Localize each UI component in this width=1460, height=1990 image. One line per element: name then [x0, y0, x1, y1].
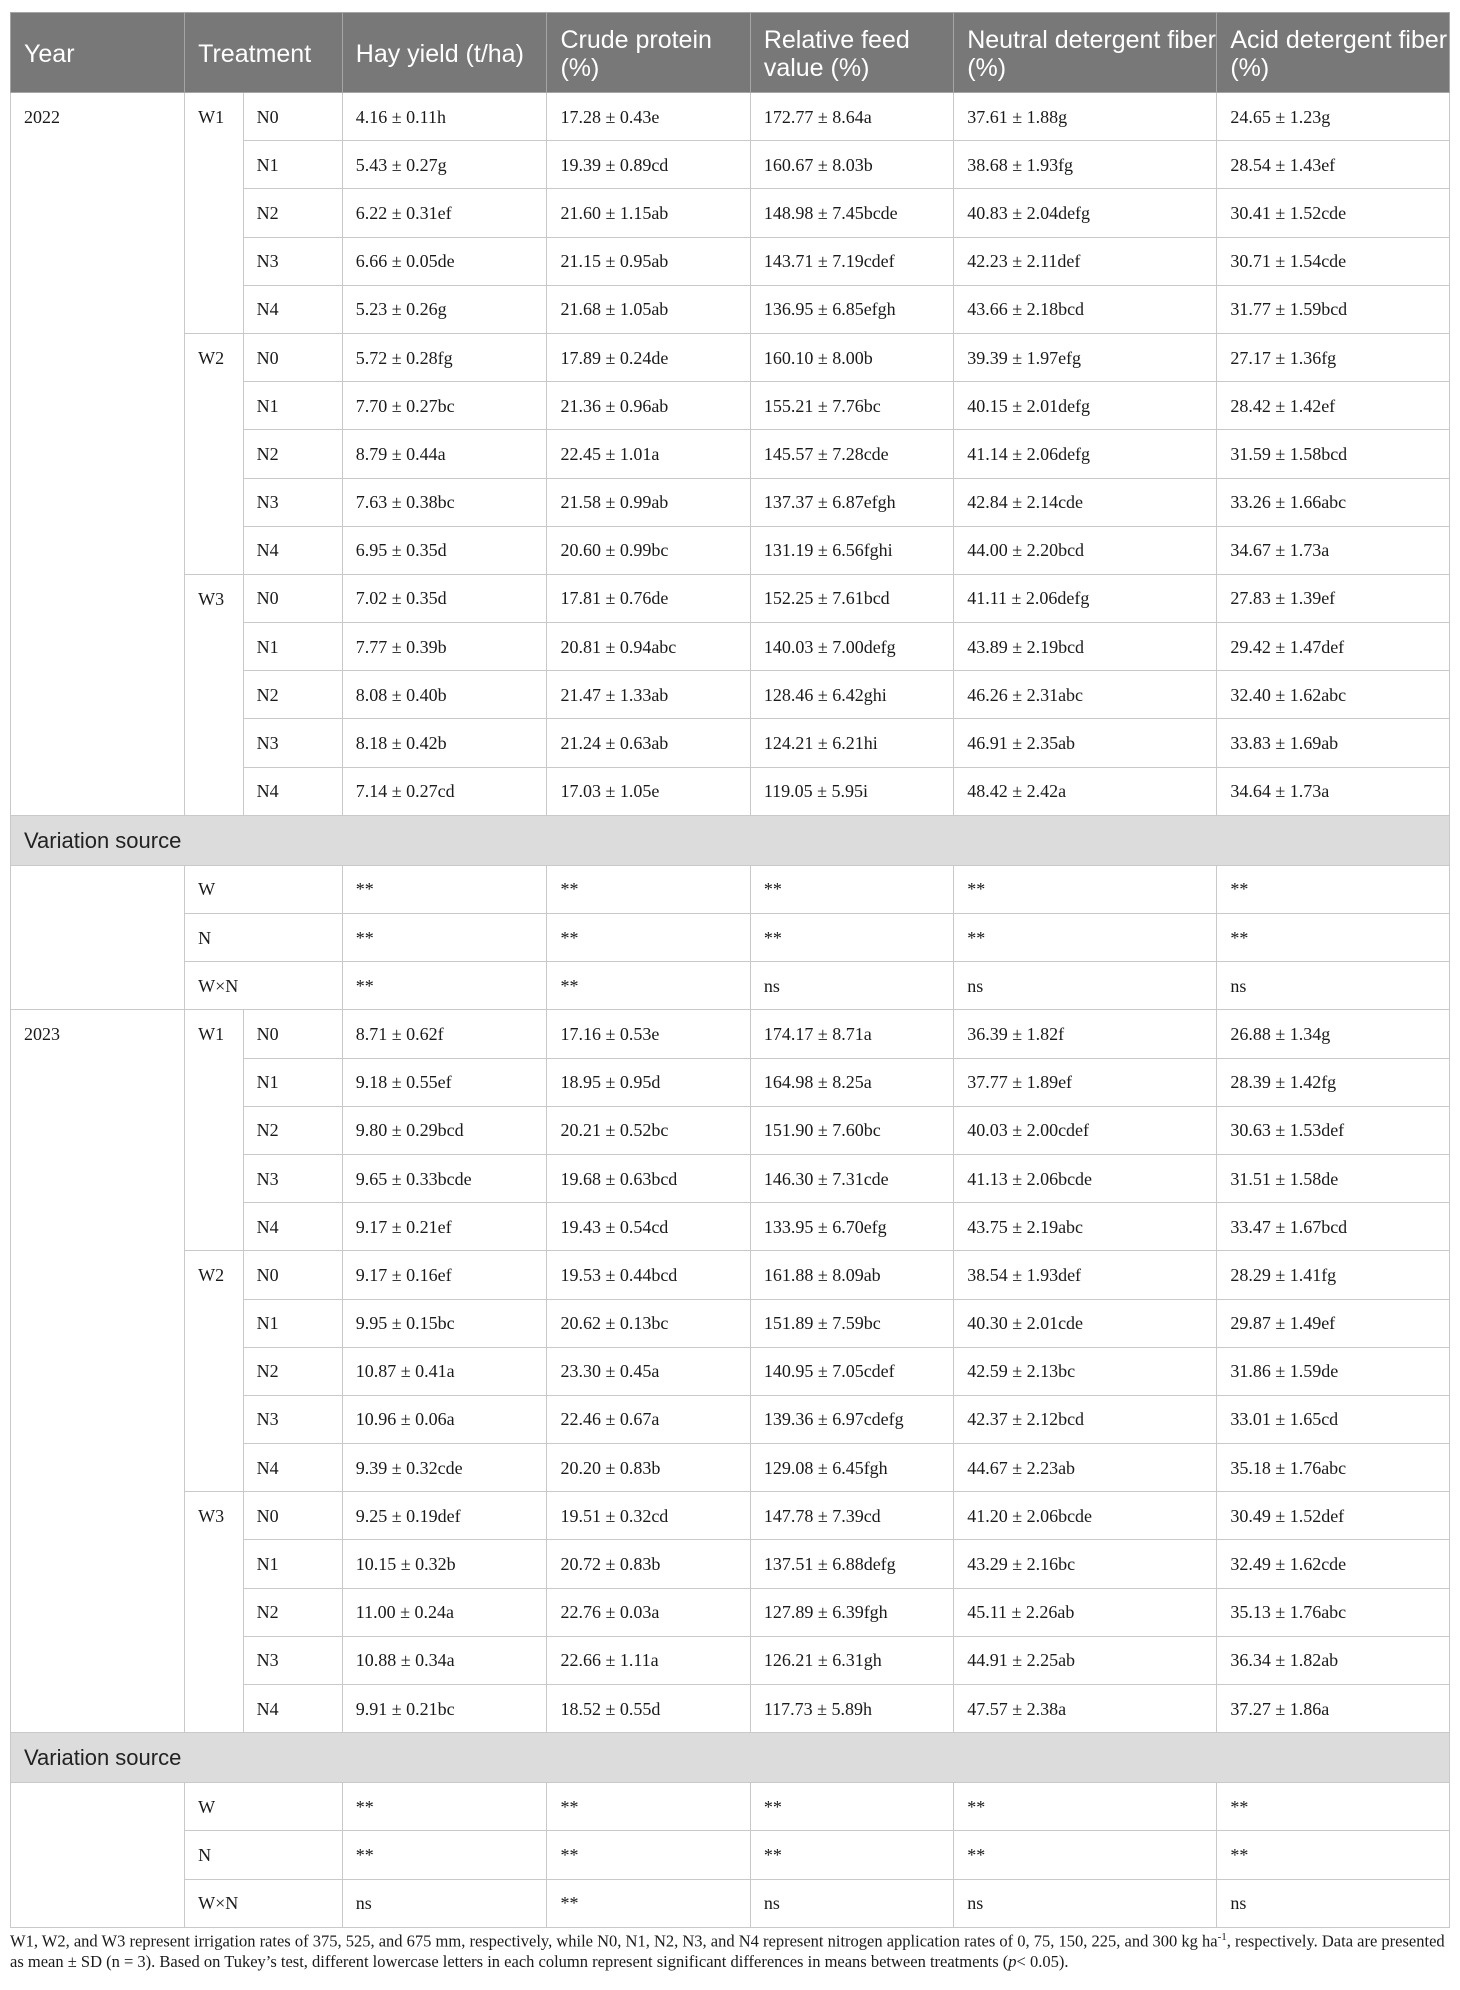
value-cell: 148.98 ± 7.45bcde	[750, 189, 953, 237]
value-cell: 31.51 ± 1.58de	[1217, 1154, 1450, 1202]
nitrogen-cell: N0	[243, 333, 342, 381]
value-cell: 6.95 ± 0.35d	[342, 526, 547, 574]
value-cell: 174.17 ± 8.71a	[750, 1010, 953, 1058]
nitrogen-cell: N2	[243, 189, 342, 237]
nitrogen-cell: N3	[243, 1395, 342, 1443]
value-cell: 30.49 ± 1.52def	[1217, 1492, 1450, 1540]
value-cell: 9.18 ± 0.55ef	[342, 1058, 547, 1106]
value-cell: 37.61 ± 1.88g	[954, 93, 1217, 141]
significance-cell: ns	[342, 1879, 547, 1927]
value-cell: 151.89 ± 7.59bc	[750, 1299, 953, 1347]
significance-cell: **	[342, 914, 547, 962]
value-cell: 37.77 ± 1.89ef	[954, 1058, 1217, 1106]
value-cell: 5.43 ± 0.27g	[342, 141, 547, 189]
value-cell: 17.89 ± 0.24de	[547, 333, 750, 381]
nitrogen-cell: N1	[243, 1058, 342, 1106]
value-cell: 137.51 ± 6.88defg	[750, 1540, 953, 1588]
nitrogen-cell: N1	[243, 382, 342, 430]
year-cell: 2023	[11, 1010, 185, 1733]
table-row	[11, 574, 1450, 622]
value-cell: 34.67 ± 1.73a	[1217, 526, 1450, 574]
value-cell: 33.83 ± 1.69ab	[1217, 719, 1450, 767]
value-cell: 40.03 ± 2.00cdef	[954, 1106, 1217, 1154]
value-cell: 30.41 ± 1.52cde	[1217, 189, 1450, 237]
value-cell: 20.21 ± 0.52bc	[547, 1106, 750, 1154]
value-cell: 47.57 ± 2.38a	[954, 1685, 1217, 1733]
nitrogen-cell: N0	[243, 93, 342, 141]
value-cell: 38.54 ± 1.93def	[954, 1251, 1217, 1299]
irrigation-cell: W2	[185, 333, 243, 574]
significance-cell: **	[342, 962, 547, 1010]
value-cell: 28.42 ± 1.42ef	[1217, 382, 1450, 430]
significance-cell: ns	[954, 962, 1217, 1010]
value-cell: 23.30 ± 0.45a	[547, 1347, 750, 1395]
source-cell: N	[185, 914, 343, 962]
value-cell: 5.23 ± 0.26g	[342, 285, 547, 333]
source-cell: W	[185, 1783, 343, 1831]
value-cell: 37.27 ± 1.86a	[1217, 1685, 1450, 1733]
value-cell: 8.18 ± 0.42b	[342, 719, 547, 767]
value-cell: 19.43 ± 0.54cd	[547, 1203, 750, 1251]
irrigation-cell: W1	[185, 93, 243, 334]
footnote-text-2: , respectively. Data are presented as mean ± SD (n = 3). Based on Tukey’s test, different lowercase letters in each column represent significant differences in means between treatments (	[10, 1931, 1445, 1971]
nitrogen-cell: N2	[243, 430, 342, 478]
value-cell: 21.24 ± 0.63ab	[547, 719, 750, 767]
value-cell: 17.28 ± 0.43e	[547, 93, 750, 141]
significance-cell: **	[954, 1831, 1217, 1879]
value-cell: 19.39 ± 0.89cd	[547, 141, 750, 189]
value-cell: 40.15 ± 2.01defg	[954, 382, 1217, 430]
significance-cell: **	[954, 1783, 1217, 1831]
significance-cell: **	[750, 865, 953, 913]
value-cell: 9.95 ± 0.15bc	[342, 1299, 547, 1347]
significance-cell: **	[750, 1783, 953, 1831]
significance-cell: **	[1217, 865, 1450, 913]
value-cell: 7.70 ± 0.27bc	[342, 382, 547, 430]
value-cell: 20.81 ± 0.94abc	[547, 623, 750, 671]
value-cell: 7.14 ± 0.27cd	[342, 767, 547, 815]
nitrogen-cell: N3	[243, 478, 342, 526]
irrigation-cell: W1	[185, 1010, 243, 1251]
significance-cell: ns	[750, 1879, 953, 1927]
significance-row	[11, 1783, 1450, 1831]
value-cell: 24.65 ± 1.23g	[1217, 93, 1450, 141]
value-cell: 6.22 ± 0.31ef	[342, 189, 547, 237]
value-cell: 7.02 ± 0.35d	[342, 574, 547, 622]
value-cell: 20.72 ± 0.83b	[547, 1540, 750, 1588]
value-cell: 129.08 ± 6.45fgh	[750, 1444, 953, 1492]
value-cell: 21.58 ± 0.99ab	[547, 478, 750, 526]
value-cell: 17.16 ± 0.53e	[547, 1010, 750, 1058]
header-treatment: Treatment	[185, 13, 343, 93]
value-cell: 127.89 ± 6.39fgh	[750, 1588, 953, 1636]
value-cell: 33.47 ± 1.67bcd	[1217, 1203, 1450, 1251]
value-cell: 10.15 ± 0.32b	[342, 1540, 547, 1588]
value-cell: 19.51 ± 0.32cd	[547, 1492, 750, 1540]
value-cell: 31.86 ± 1.59de	[1217, 1347, 1450, 1395]
value-cell: 7.63 ± 0.38bc	[342, 478, 547, 526]
source-cell: W×N	[185, 1879, 343, 1927]
header-hay-yield: Hay yield (t/ha)	[342, 13, 547, 93]
nitrogen-cell: N3	[243, 719, 342, 767]
value-cell: 42.37 ± 2.12bcd	[954, 1395, 1217, 1443]
value-cell: 29.42 ± 1.47def	[1217, 623, 1450, 671]
value-cell: 17.81 ± 0.76de	[547, 574, 750, 622]
value-cell: 136.95 ± 6.85efgh	[750, 285, 953, 333]
significance-row	[11, 914, 1450, 962]
header-acid-detergent-fiber: Acid detergent fiber (%)	[1217, 13, 1450, 93]
nitrogen-cell: N1	[243, 1299, 342, 1347]
value-cell: 128.46 ± 6.42ghi	[750, 671, 953, 719]
value-cell: 44.91 ± 2.25ab	[954, 1636, 1217, 1684]
nitrogen-cell: N4	[243, 1203, 342, 1251]
nitrogen-cell: N2	[243, 671, 342, 719]
value-cell: 43.89 ± 2.19bcd	[954, 623, 1217, 671]
value-cell: 28.29 ± 1.41fg	[1217, 1251, 1450, 1299]
significance-cell: **	[954, 865, 1217, 913]
year-cell: 2022	[11, 93, 185, 816]
nitrogen-cell: N3	[243, 237, 342, 285]
value-cell: 7.77 ± 0.39b	[342, 623, 547, 671]
data-table	[10, 12, 1450, 1928]
nitrogen-cell: N4	[243, 1444, 342, 1492]
header-neutral-detergent-fiber: Neutral detergent fiber (%)	[954, 13, 1217, 93]
significance-row	[11, 1879, 1450, 1927]
value-cell: 42.23 ± 2.11def	[954, 237, 1217, 285]
value-cell: 9.17 ± 0.21ef	[342, 1203, 547, 1251]
value-cell: 18.95 ± 0.95d	[547, 1058, 750, 1106]
nitrogen-cell: N0	[243, 1010, 342, 1058]
value-cell: 137.37 ± 6.87efgh	[750, 478, 953, 526]
value-cell: 36.34 ± 1.82ab	[1217, 1636, 1450, 1684]
value-cell: 42.59 ± 2.13bc	[954, 1347, 1217, 1395]
value-cell: 35.13 ± 1.76abc	[1217, 1588, 1450, 1636]
nitrogen-cell: N4	[243, 285, 342, 333]
significance-cell: **	[342, 865, 547, 913]
value-cell: 40.30 ± 2.01cde	[954, 1299, 1217, 1347]
nitrogen-cell: N0	[243, 574, 342, 622]
value-cell: 21.47 ± 1.33ab	[547, 671, 750, 719]
value-cell: 9.91 ± 0.21bc	[342, 1685, 547, 1733]
source-cell: N	[185, 1831, 343, 1879]
value-cell: 43.66 ± 2.18bcd	[954, 285, 1217, 333]
value-cell: 43.29 ± 2.16bc	[954, 1540, 1217, 1588]
value-cell: 6.66 ± 0.05de	[342, 237, 547, 285]
value-cell: 21.36 ± 0.96ab	[547, 382, 750, 430]
value-cell: 18.52 ± 0.55d	[547, 1685, 750, 1733]
value-cell: 143.71 ± 7.19cdef	[750, 237, 953, 285]
value-cell: 36.39 ± 1.82f	[954, 1010, 1217, 1058]
significance-cell: **	[750, 914, 953, 962]
nitrogen-cell: N4	[243, 767, 342, 815]
value-cell: 9.25 ± 0.19def	[342, 1492, 547, 1540]
nitrogen-cell: N4	[243, 1685, 342, 1733]
nitrogen-cell: N2	[243, 1588, 342, 1636]
significance-cell: ns	[1217, 1879, 1450, 1927]
value-cell: 44.67 ± 2.23ab	[954, 1444, 1217, 1492]
value-cell: 155.21 ± 7.76bc	[750, 382, 953, 430]
nitrogen-cell: N4	[243, 526, 342, 574]
value-cell: 147.78 ± 7.39cd	[750, 1492, 953, 1540]
value-cell: 22.76 ± 0.03a	[547, 1588, 750, 1636]
footnote-superscript: -1	[1217, 1931, 1227, 1943]
value-cell: 28.39 ± 1.42fg	[1217, 1058, 1450, 1106]
value-cell: 10.88 ± 0.34a	[342, 1636, 547, 1684]
value-cell: 17.03 ± 1.05e	[547, 767, 750, 815]
significance-cell: **	[547, 1831, 750, 1879]
value-cell: 33.26 ± 1.66abc	[1217, 478, 1450, 526]
value-cell: 45.11 ± 2.26ab	[954, 1588, 1217, 1636]
significance-cell: **	[547, 962, 750, 1010]
empty-cell	[11, 865, 185, 1010]
value-cell: 126.21 ± 6.31gh	[750, 1636, 953, 1684]
value-cell: 9.80 ± 0.29bcd	[342, 1106, 547, 1154]
value-cell: 8.79 ± 0.44a	[342, 430, 547, 478]
value-cell: 8.08 ± 0.40b	[342, 671, 547, 719]
value-cell: 34.64 ± 1.73a	[1217, 767, 1450, 815]
value-cell: 161.88 ± 8.09ab	[750, 1251, 953, 1299]
value-cell: 40.83 ± 2.04defg	[954, 189, 1217, 237]
value-cell: 20.62 ± 0.13bc	[547, 1299, 750, 1347]
value-cell: 151.90 ± 7.60bc	[750, 1106, 953, 1154]
significance-cell: **	[547, 914, 750, 962]
irrigation-cell: W3	[185, 1492, 243, 1733]
significance-cell: **	[547, 1783, 750, 1831]
value-cell: 30.71 ± 1.54cde	[1217, 237, 1450, 285]
irrigation-cell: W2	[185, 1251, 243, 1492]
value-cell: 42.84 ± 2.14cde	[954, 478, 1217, 526]
value-cell: 10.96 ± 0.06a	[342, 1395, 547, 1443]
table-row	[11, 333, 1450, 381]
value-cell: 20.60 ± 0.99bc	[547, 526, 750, 574]
significance-cell: **	[1217, 1783, 1450, 1831]
nitrogen-cell: N1	[243, 141, 342, 189]
significance-cell: **	[547, 865, 750, 913]
value-cell: 117.73 ± 5.89h	[750, 1685, 953, 1733]
nitrogen-cell: N2	[243, 1106, 342, 1154]
value-cell: 28.54 ± 1.43ef	[1217, 141, 1450, 189]
table-row	[11, 1251, 1450, 1299]
value-cell: 46.26 ± 2.31abc	[954, 671, 1217, 719]
value-cell: 145.57 ± 7.28cde	[750, 430, 953, 478]
nitrogen-cell: N0	[243, 1492, 342, 1540]
significance-cell: **	[342, 1831, 547, 1879]
header-year: Year	[11, 13, 185, 93]
value-cell: 41.20 ± 2.06bcde	[954, 1492, 1217, 1540]
nitrogen-cell: N2	[243, 1347, 342, 1395]
value-cell: 39.39 ± 1.97efg	[954, 333, 1217, 381]
value-cell: 11.00 ± 0.24a	[342, 1588, 547, 1636]
variation-source-row	[11, 815, 1450, 865]
table-row	[11, 1492, 1450, 1540]
significance-cell: **	[1217, 914, 1450, 962]
value-cell: 32.49 ± 1.62cde	[1217, 1540, 1450, 1588]
variation-source-row	[11, 1733, 1450, 1783]
value-cell: 41.11 ± 2.06defg	[954, 574, 1217, 622]
value-cell: 164.98 ± 8.25a	[750, 1058, 953, 1106]
value-cell: 140.03 ± 7.00defg	[750, 623, 953, 671]
source-cell: W×N	[185, 962, 343, 1010]
value-cell: 31.59 ± 1.58bcd	[1217, 430, 1450, 478]
value-cell: 22.46 ± 0.67a	[547, 1395, 750, 1443]
value-cell: 133.95 ± 6.70efg	[750, 1203, 953, 1251]
value-cell: 19.53 ± 0.44bcd	[547, 1251, 750, 1299]
nitrogen-cell: N3	[243, 1154, 342, 1202]
value-cell: 8.71 ± 0.62f	[342, 1010, 547, 1058]
header-relative-feed-value: Relative feed value (%)	[750, 13, 953, 93]
value-cell: 146.30 ± 7.31cde	[750, 1154, 953, 1202]
nitrogen-cell: N1	[243, 623, 342, 671]
value-cell: 44.00 ± 2.20bcd	[954, 526, 1217, 574]
header-row	[11, 13, 1450, 93]
nitrogen-cell: N1	[243, 1540, 342, 1588]
value-cell: 38.68 ± 1.93fg	[954, 141, 1217, 189]
value-cell: 27.83 ± 1.39ef	[1217, 574, 1450, 622]
nitrogen-cell: N3	[243, 1636, 342, 1684]
value-cell: 21.68 ± 1.05ab	[547, 285, 750, 333]
significance-cell: ns	[1217, 962, 1450, 1010]
significance-row	[11, 865, 1450, 913]
value-cell: 46.91 ± 2.35ab	[954, 719, 1217, 767]
significance-cell: **	[342, 1783, 547, 1831]
value-cell: 124.21 ± 6.21hi	[750, 719, 953, 767]
significance-cell: **	[954, 914, 1217, 962]
nitrogen-cell: N0	[243, 1251, 342, 1299]
footnote-text-3: < 0.05).	[1016, 1951, 1069, 1971]
value-cell: 41.14 ± 2.06defg	[954, 430, 1217, 478]
value-cell: 4.16 ± 0.11h	[342, 93, 547, 141]
table-body	[11, 93, 1450, 1928]
irrigation-cell: W3	[185, 574, 243, 815]
value-cell: 160.67 ± 8.03b	[750, 141, 953, 189]
significance-cell: **	[1217, 1831, 1450, 1879]
value-cell: 26.88 ± 1.34g	[1217, 1010, 1450, 1058]
value-cell: 139.36 ± 6.97cdefg	[750, 1395, 953, 1443]
footnote-p-italic: p	[1008, 1951, 1017, 1971]
significance-row	[11, 1831, 1450, 1879]
table-row	[11, 93, 1450, 141]
value-cell: 140.95 ± 7.05cdef	[750, 1347, 953, 1395]
table-container	[10, 12, 1450, 1928]
significance-cell: ns	[750, 962, 953, 1010]
value-cell: 43.75 ± 2.19abc	[954, 1203, 1217, 1251]
value-cell: 22.66 ± 1.11a	[547, 1636, 750, 1684]
empty-cell	[11, 1783, 185, 1928]
significance-cell: **	[750, 1831, 953, 1879]
value-cell: 27.17 ± 1.36fg	[1217, 333, 1450, 381]
value-cell: 48.42 ± 2.42a	[954, 767, 1217, 815]
value-cell: 20.20 ± 0.83b	[547, 1444, 750, 1492]
significance-row	[11, 962, 1450, 1010]
value-cell: 9.65 ± 0.33bcde	[342, 1154, 547, 1202]
footnote-text-1: W1, W2, and W3 represent irrigation rates of 375, 525, and 675 mm, respectively, while N0, N1, N2, N3, and N4 represent nitrogen application rates of 0, 75, 150, 225, and 300 kg ha	[10, 1931, 1218, 1951]
value-cell: 152.25 ± 7.61bcd	[750, 574, 953, 622]
value-cell: 9.17 ± 0.16ef	[342, 1251, 547, 1299]
value-cell: 19.68 ± 0.63bcd	[547, 1154, 750, 1202]
value-cell: 29.87 ± 1.49ef	[1217, 1299, 1450, 1347]
value-cell: 10.87 ± 0.41a	[342, 1347, 547, 1395]
value-cell: 21.15 ± 0.95ab	[547, 237, 750, 285]
table-footnote	[10, 1927, 1450, 1972]
value-cell: 9.39 ± 0.32cde	[342, 1444, 547, 1492]
source-cell: W	[185, 865, 343, 913]
value-cell: 5.72 ± 0.28fg	[342, 333, 547, 381]
value-cell: 172.77 ± 8.64a	[750, 93, 953, 141]
value-cell: 21.60 ± 1.15ab	[547, 189, 750, 237]
value-cell: 41.13 ± 2.06bcde	[954, 1154, 1217, 1202]
value-cell: 31.77 ± 1.59bcd	[1217, 285, 1450, 333]
header-crude-protein: Crude protein (%)	[547, 13, 750, 93]
value-cell: 131.19 ± 6.56fghi	[750, 526, 953, 574]
value-cell: 119.05 ± 5.95i	[750, 767, 953, 815]
value-cell: 32.40 ± 1.62abc	[1217, 671, 1450, 719]
significance-cell: **	[547, 1879, 750, 1927]
variation-source-label: Variation source	[11, 1733, 1450, 1783]
table-row	[11, 1010, 1450, 1058]
value-cell: 33.01 ± 1.65cd	[1217, 1395, 1450, 1443]
significance-cell: ns	[954, 1879, 1217, 1927]
value-cell: 160.10 ± 8.00b	[750, 333, 953, 381]
value-cell: 35.18 ± 1.76abc	[1217, 1444, 1450, 1492]
variation-source-label: Variation source	[11, 815, 1450, 865]
value-cell: 22.45 ± 1.01a	[547, 430, 750, 478]
value-cell: 30.63 ± 1.53def	[1217, 1106, 1450, 1154]
